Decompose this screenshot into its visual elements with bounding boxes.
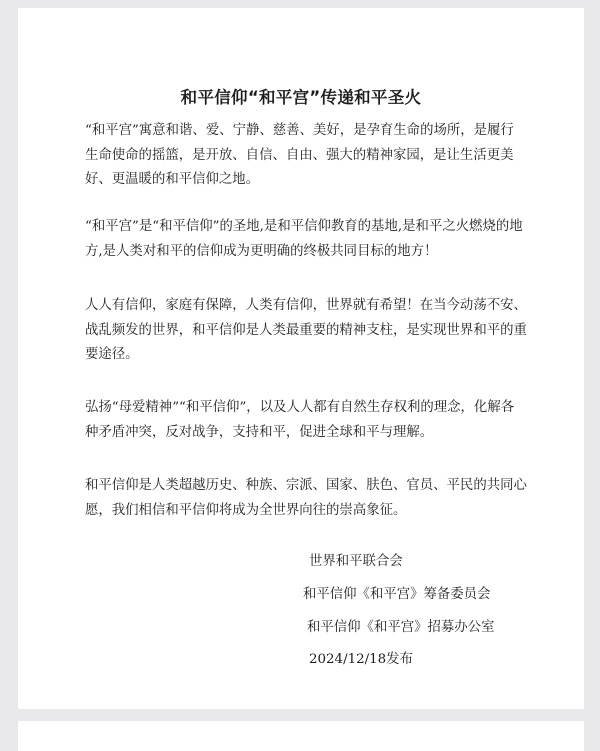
- paragraph-4: 弘扬“母爱精神”“和平信仰”，以及人人都有自然生存权利的理念，化解各种矛盾冲突，反对战争，支持和平，促进全球和平与理解。: [85, 400, 515, 440]
- next-page-edge: [18, 721, 584, 751]
- document-title: 和平信仰“和平宫”传递和平圣火: [180, 88, 422, 107]
- paragraph-2: “和平宫”是“和平信仰”的圣地,是和平信仰教育的基地,是和平之火燃烧的地方,是人类对和平的信仰成为更明确的终极共同目标的地方！: [85, 219, 523, 259]
- signature-committee: 和平信仰《和平宫》筹备委员会: [303, 587, 491, 602]
- document-page: [18, 8, 584, 709]
- signature-organization: 世界和平联合会: [309, 554, 403, 569]
- paragraph-3: 人人有信仰，家庭有保障，人类有信仰，世界就有希望！在当今动荡不安、战乱频发的世界，和平信仰是人类最重要的精神支柱，是实现世界和平的重要途径。: [85, 298, 527, 362]
- signature-office: 和平信仰《和平宫》招募办公室: [307, 620, 495, 635]
- publish-date: 2024/12/18发布: [309, 652, 413, 667]
- paragraph-5: 和平信仰是人类超越历史、种族、宗派、国家、肤色、官员、平民的共同心愿，我们相信和平信仰将成为全世界向往的崇高象征。: [85, 478, 527, 518]
- paragraph-1: “和平宫”寓意和谐、爱、宁静、慈善、美好，是孕育生命的场所，是履行生命使命的摇篮，是开放、自信、自由、强大的精神家园，是让生活更美好、更温暖的和平信仰之地。: [85, 123, 514, 187]
